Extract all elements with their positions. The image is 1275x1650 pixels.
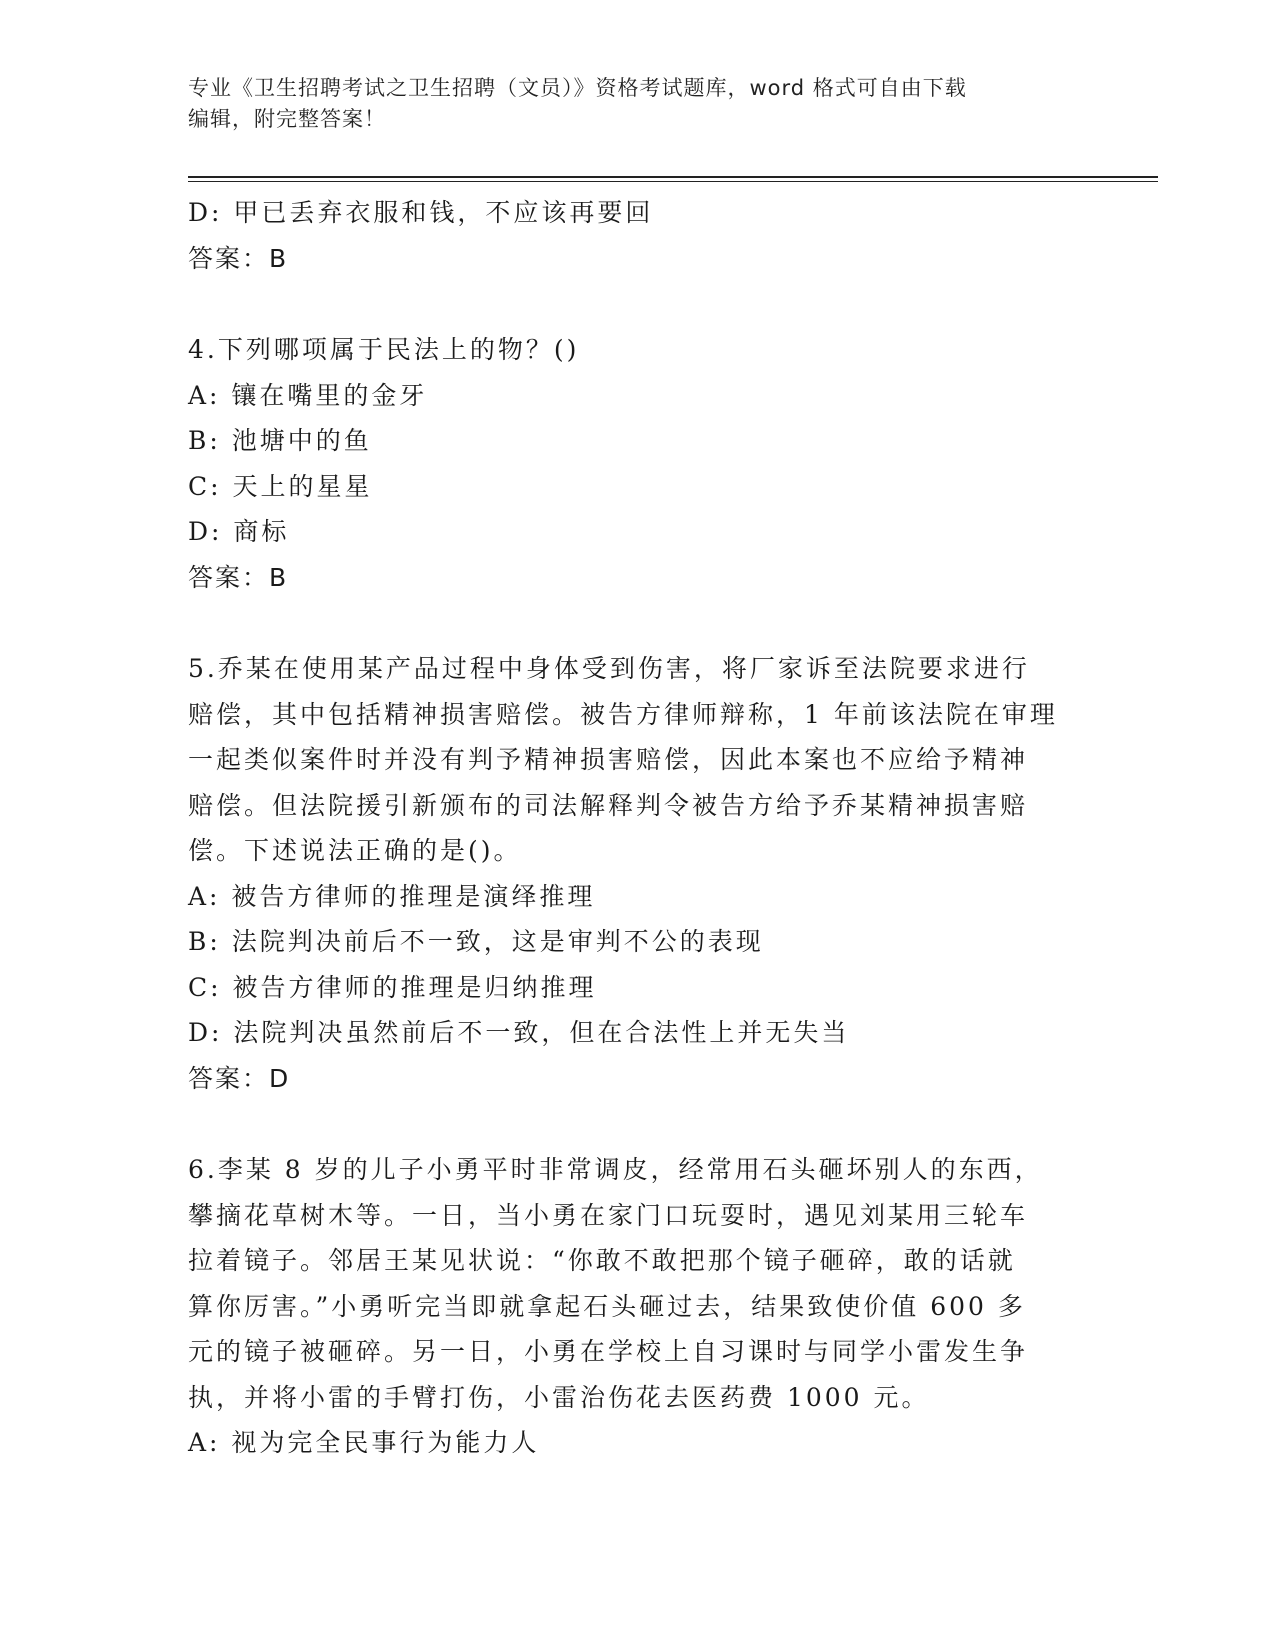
option-c: C: 天上的星星 <box>188 471 373 501</box>
question-4 <box>188 327 1088 600</box>
option-c: C: 被告方律师的推理是归纳推理 <box>188 972 597 1002</box>
option-a: A: 镶在嘴里的金牙 <box>188 380 428 410</box>
header-rule-thin <box>188 181 1158 182</box>
option-d: D: 法院判决虽然前后不一致，但在合法性上并无失当 <box>188 1018 850 1047</box>
question-text-line: 拉着镜子。邻居王某见状说：“你敢不敢把那个镜子砸碎，敢的话就 <box>188 1246 1016 1275</box>
option-a: A: 被告方律师的推理是演绎推理 <box>188 881 596 911</box>
question-text: 4.下列哪项属于民法上的物？() <box>188 335 580 364</box>
question-text-line: 赔偿，其中包括精神损害赔偿。被告方律师辩称，1 年前该法院在审理 <box>188 699 1058 729</box>
answer-label: 答案：D <box>188 1063 291 1093</box>
question-content <box>188 190 1088 1466</box>
question-text-line: 一起类似案件时并没有判予精神损害赔偿，因此本案也不应给予精神 <box>188 745 1029 774</box>
answer-label: 答案：B <box>188 562 289 592</box>
question-text-line: 6.李某 8 岁的儿子小勇平时非常调皮，经常用石头砸坏别人的东西， <box>188 1155 1043 1184</box>
option-b: B: 法院判决前后不一致，这是审判不公的表现 <box>188 927 764 956</box>
question-text-line: 5.乔某在使用某产品过程中身体受到伤害，将厂家诉至法院要求进行 <box>188 654 1030 683</box>
header-line-2: 编辑，附完整答案！ <box>188 107 386 131</box>
question-text-line: 执，并将小雷的手臂打伤，小雷治伤花去医药费 1000 元。 <box>188 1382 930 1412</box>
header-line-1: 专业《卫生招聘考试之卫生招聘（文员）》资格考试题库，word 格式可自由下载 <box>188 76 967 100</box>
option-b: B: 池塘中的鱼 <box>188 426 372 455</box>
question-text-line: 元的镜子被砸碎。另一日，小勇在学校上自习课时与同学小雷发生争 <box>188 1337 1029 1366</box>
question-text-line: 偿。下述说法正确的是()。 <box>188 836 522 865</box>
question-5 <box>188 646 1088 1101</box>
document-header <box>188 73 1068 135</box>
question-text-line: 攀摘花草树木等。一日，当小勇在家门口玩耍时，遇见刘某用三轮车 <box>188 1200 1029 1230</box>
header-rule-thick <box>188 176 1158 178</box>
q3-tail <box>188 190 1088 281</box>
option-d: D: 甲已丢弃衣服和钱，不应该再要回 <box>188 198 654 227</box>
option-d: D: 商标 <box>188 517 290 546</box>
question-text-line: 算你厉害。”小勇听完当即就拿起石头砸过去，结果致使价值 600 多 <box>188 1291 1026 1321</box>
answer-label: 答案：B <box>188 243 289 273</box>
question-text-line: 赔偿。但法院援引新颁布的司法解释判令被告方给予乔某精神损害赔 <box>188 790 1029 820</box>
question-6 <box>188 1147 1088 1466</box>
option-a: A: 视为完全民事行为能力人 <box>188 1428 540 1457</box>
